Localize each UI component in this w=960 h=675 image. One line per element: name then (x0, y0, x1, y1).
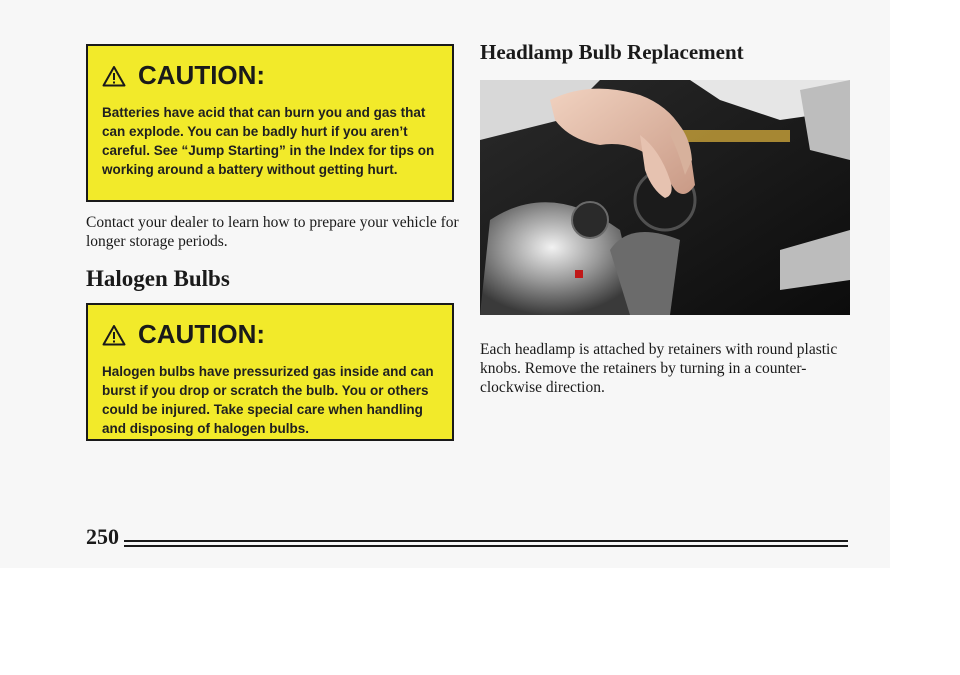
caution-heading-text: CAUTION: (138, 319, 266, 349)
page-number: 250 (86, 524, 119, 549)
caution-heading (102, 319, 436, 350)
headlamp-photo (480, 80, 850, 315)
caution-box-battery (86, 44, 454, 202)
caution-heading-text: CAUTION: (138, 60, 266, 90)
headlamp-photo-illustration (480, 80, 850, 315)
caution-body-text: Halogen bulbs have pressurized gas inside and can burst if you drop or scratch the bulb. You or others could be injured. Take special care when handling and disposing of halogen bulbs. (102, 364, 434, 436)
caution-body-text: Batteries have acid that can burn you and gas that can explode. You can be badly hurt if you aren’t careful. See “Jump Starting” in the Index for tips on working around a battery without getting hurt. (102, 105, 435, 177)
footer-rule-top (124, 540, 848, 542)
headlamp-paragraph: Each headlamp is attached by retainers with round plastic knobs. Remove the retainers by turning in a counter-clockwise direction. (480, 341, 838, 396)
warning-triangle-icon (102, 324, 126, 346)
caution-heading (102, 60, 436, 91)
footer-rule-bottom (124, 545, 848, 547)
halogen-bulbs-heading: Halogen Bulbs (86, 266, 230, 291)
headlamp-bulb-replacement-heading: Headlamp Bulb Replacement (480, 40, 744, 64)
warning-triangle-icon (102, 65, 126, 87)
storage-paragraph: Contact your dealer to learn how to prepare your vehicle for longer storage periods. (86, 214, 459, 250)
caution-box-halogen (86, 303, 454, 441)
